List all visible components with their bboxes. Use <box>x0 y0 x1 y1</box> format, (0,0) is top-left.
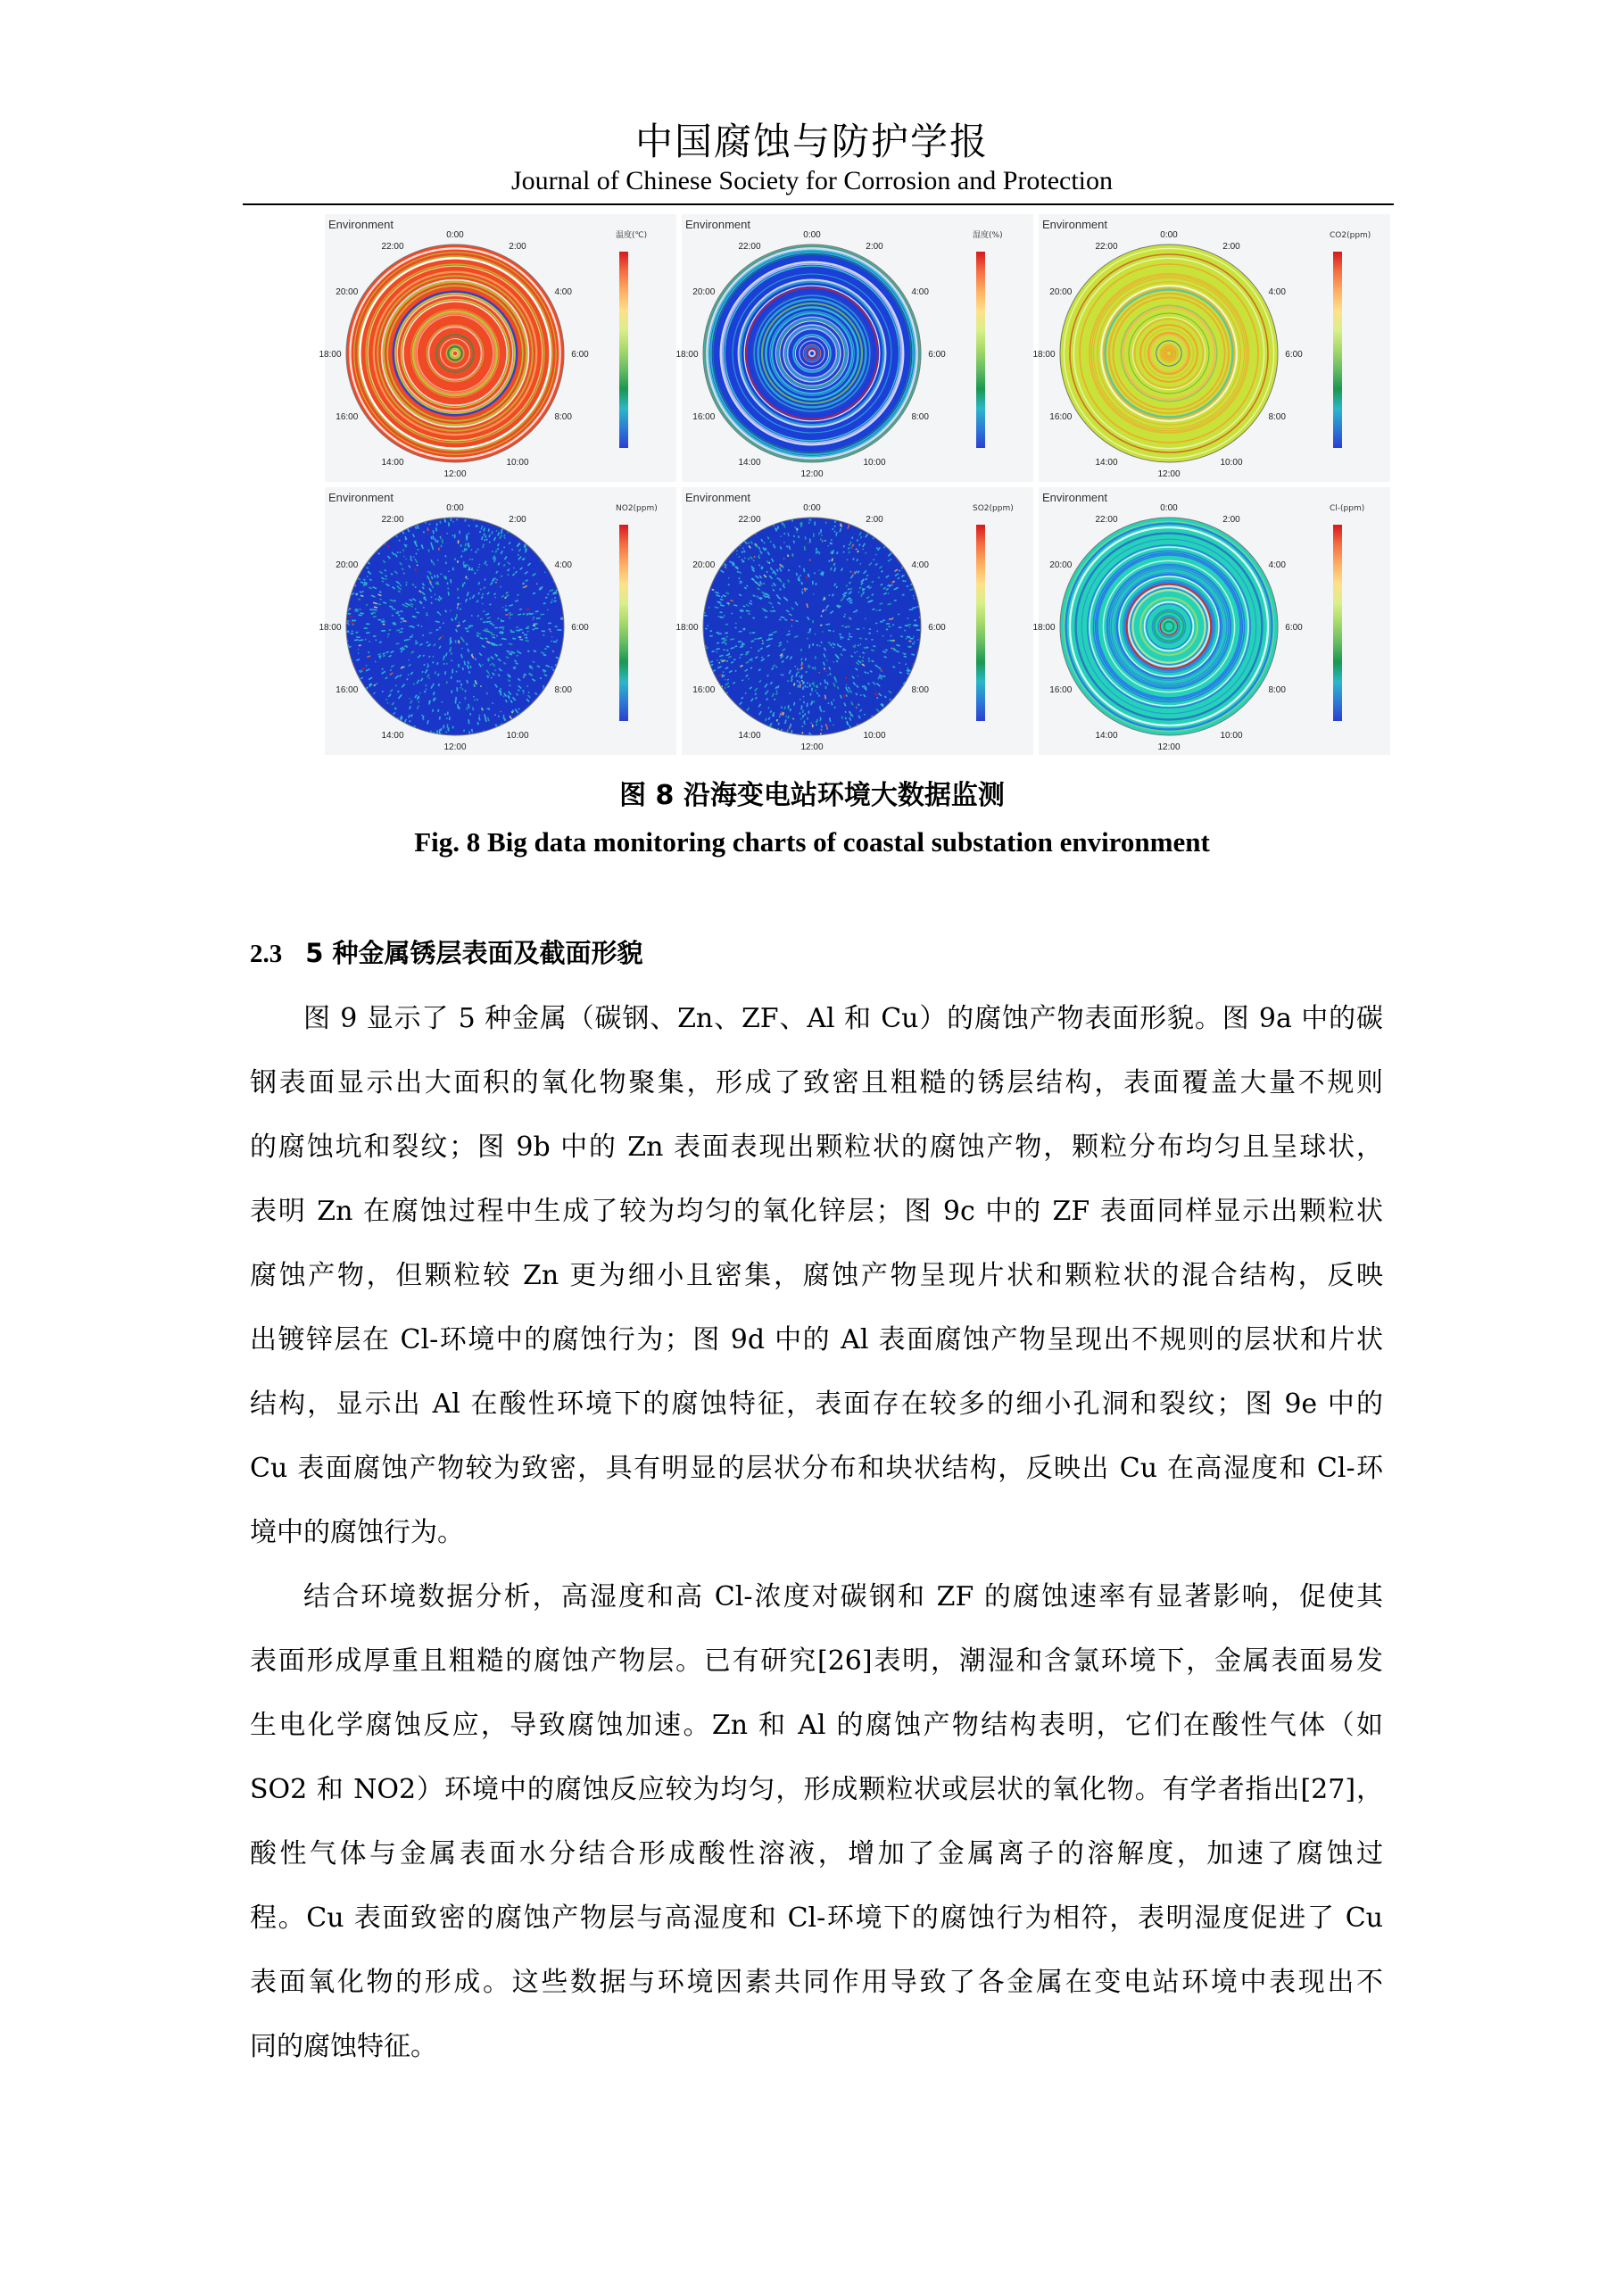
paragraph-2 <box>250 1565 1383 2079</box>
angular-tick-label: 22:00 <box>381 241 404 252</box>
paragraph-line: Cu 表面腐蚀产物较为致密，具有明显的层状分布和块状结构，反映出 Cu 在高湿度和 Cl-环 <box>250 1453 1383 1484</box>
angular-tick-label: 14:00 <box>381 731 404 742</box>
angular-tick-label: 8:00 <box>1268 412 1286 422</box>
angular-tick-label: 16:00 <box>692 685 716 695</box>
section-number: 2.3 <box>250 940 283 968</box>
colorbar <box>619 252 628 448</box>
paragraph-line: 表面氧化物的形成。这些数据与环境因素共同作用导致了各金属在变电站环境中表现出不 <box>250 1967 1383 1998</box>
colorbar-label: 湿度(%) <box>973 231 1003 240</box>
colorbar-label: SO2(ppm) <box>973 504 1014 513</box>
angular-tick-label: 10:00 <box>863 458 886 468</box>
angular-tick-label: 8:00 <box>911 685 929 695</box>
polar-heatmap-panel <box>1032 214 1390 482</box>
angular-tick-label: 14:00 <box>1095 458 1118 468</box>
angular-tick-label: 0:00 <box>803 503 821 513</box>
colorbar-label: CO2(ppm) <box>1330 231 1371 240</box>
paragraph-1 <box>250 987 1383 1565</box>
header-rule <box>243 203 1394 205</box>
angular-tick-label: 2:00 <box>509 241 526 252</box>
angular-tick-label: 16:00 <box>336 412 359 422</box>
angular-tick-label: 20:00 <box>692 560 716 570</box>
angular-tick-label: 10:00 <box>506 731 529 742</box>
angular-tick-label: 2:00 <box>509 514 526 525</box>
panel-title: Environment <box>685 218 750 231</box>
angular-tick-label: 12:00 <box>800 469 824 479</box>
angular-tick-label: 6:00 <box>571 623 589 633</box>
colorbar-label: Cl-(ppm) <box>1330 504 1365 513</box>
angular-tick-label: 6:00 <box>1285 350 1303 360</box>
colorbar-label: NO2(ppm) <box>616 504 658 513</box>
angular-tick-label: 20:00 <box>692 287 716 297</box>
angular-tick-label: 16:00 <box>1049 685 1073 695</box>
angular-tick-label: 2:00 <box>1222 241 1240 252</box>
angular-tick-label: 0:00 <box>1160 230 1178 240</box>
panel-title: Environment <box>685 491 750 504</box>
angular-tick-label: 22:00 <box>738 514 761 525</box>
polar-heatmap-svg <box>319 487 676 755</box>
angular-tick-label: 8:00 <box>554 685 572 695</box>
paragraph-line: 结合环境数据分析，高湿度和高 Cl-浓度对碳钢和 ZF 的腐蚀速率有显著影响，促使其 <box>303 1581 1383 1612</box>
polar-heatmap-svg <box>675 487 1033 755</box>
angular-tick-label: 0:00 <box>1160 503 1178 513</box>
angular-tick-label: 22:00 <box>1095 514 1118 525</box>
angular-tick-label: 14:00 <box>1095 731 1118 742</box>
polar-heatmap-panel <box>319 214 676 482</box>
angular-tick-label: 0:00 <box>803 230 821 240</box>
angular-tick-label: 12:00 <box>800 742 824 752</box>
polar-heatmap-panel <box>1032 487 1390 755</box>
paragraph-line: 境中的腐蚀行为。 <box>250 1517 464 1548</box>
paragraph-line: 图 9 显示了 5 种金属（碳钢、Zn、ZF、Al 和 Cu）的腐蚀产物表面形貌。图 9a 中的碳 <box>303 1003 1383 1034</box>
panel-title: Environment <box>328 218 394 231</box>
figure-8 <box>319 214 1396 752</box>
angular-tick-label: 20:00 <box>336 560 359 570</box>
angular-tick-label: 6:00 <box>928 350 946 360</box>
angular-tick-label: 16:00 <box>1049 412 1073 422</box>
angular-tick-label: 10:00 <box>506 458 529 468</box>
angular-tick-label: 12:00 <box>1157 469 1181 479</box>
angular-tick-label: 4:00 <box>1268 560 1286 570</box>
paragraph-line: 表面形成厚重且粗糙的腐蚀产物层。已有研究[26]表明，潮湿和含氯环境下，金属表面易发 <box>250 1645 1383 1677</box>
colorbar <box>1333 252 1342 448</box>
polar-heatmap-svg <box>1032 487 1390 755</box>
polar-heatmap-panel <box>319 487 676 755</box>
colorbar <box>619 525 628 721</box>
paragraph-line: 钢表面显示出大面积的氧化物聚集，形成了致密且粗糙的锈层结构，表面覆盖大量不规则 <box>250 1067 1383 1098</box>
angular-tick-label: 14:00 <box>738 458 761 468</box>
section-heading <box>250 933 643 970</box>
angular-tick-label: 6:00 <box>1285 623 1303 633</box>
angular-tick-label: 18:00 <box>319 350 342 360</box>
angular-tick-label: 8:00 <box>1268 685 1286 695</box>
angular-tick-label: 2:00 <box>866 514 883 525</box>
heatmap-disc <box>1060 245 1278 462</box>
paragraph-line: 酸性气体与金属表面水分结合形成酸性溶液，增加了金属离子的溶解度，加速了腐蚀过 <box>250 1838 1383 1869</box>
angular-tick-label: 4:00 <box>911 560 929 570</box>
angular-tick-label: 16:00 <box>336 685 359 695</box>
angular-tick-label: 18:00 <box>1032 350 1056 360</box>
angular-tick-label: 12:00 <box>443 469 467 479</box>
angular-tick-label: 20:00 <box>336 287 359 297</box>
angular-tick-label: 18:00 <box>675 350 699 360</box>
angular-tick-label: 10:00 <box>863 731 886 742</box>
angular-tick-label: 4:00 <box>554 560 572 570</box>
journal-title-en: Journal of Chinese Society for Corrosion and Protection <box>510 166 1114 195</box>
paragraph-line: 表明 Zn 在腐蚀过程中生成了较为均匀的氧化锌层；图 9c 中的 ZF 表面同样显示出颗粒状 <box>250 1196 1383 1227</box>
journal-title-cn: 中国腐蚀与防护学报 <box>634 120 989 163</box>
angular-tick-label: 14:00 <box>381 458 404 468</box>
angular-tick-label: 22:00 <box>381 514 404 525</box>
angular-tick-label: 18:00 <box>319 623 342 633</box>
panel-title: Environment <box>1042 218 1107 231</box>
paragraph-line: 程。Cu 表面致密的腐蚀产物层与高湿度和 Cl-环境下的腐蚀行为相符，表明湿度促进了 Cu <box>250 1902 1383 1934</box>
angular-tick-label: 2:00 <box>1222 514 1240 525</box>
polar-heatmap-panel <box>675 487 1033 755</box>
angular-tick-label: 12:00 <box>443 742 467 752</box>
angular-tick-label: 6:00 <box>928 623 946 633</box>
heatmap-disc <box>346 245 564 462</box>
polar-heatmap-panel <box>675 214 1033 482</box>
paragraph-line: 出镀锌层在 Cl-环境中的腐蚀行为；图 9d 中的 Al 表面腐蚀产物呈现出不规则的层状和片状 <box>250 1324 1383 1355</box>
angular-tick-label: 0:00 <box>446 503 464 513</box>
panel-title: Environment <box>328 491 394 504</box>
angular-tick-label: 2:00 <box>866 241 883 252</box>
angular-tick-label: 14:00 <box>738 731 761 742</box>
paragraph-line: 的腐蚀坑和裂纹；图 9b 中的 Zn 表面表现出颗粒状的腐蚀产物，颗粒分布均匀且呈球状， <box>250 1131 1383 1163</box>
paragraph-line: SO2 和 NO2）环境中的腐蚀反应较为均匀，形成颗粒状或层状的氧化物。有学者指出[27]， <box>250 1774 1383 1805</box>
paragraph-line: 生电化学腐蚀反应，导致腐蚀加速。Zn 和 Al 的腐蚀产物结构表明，它们在酸性气体（如 <box>250 1710 1383 1741</box>
angular-tick-label: 10:00 <box>1220 458 1243 468</box>
angular-tick-label: 0:00 <box>446 230 464 240</box>
angular-tick-label: 4:00 <box>911 287 929 297</box>
polar-heatmap-svg <box>1032 214 1390 482</box>
colorbar <box>976 252 985 448</box>
angular-tick-label: 4:00 <box>1268 287 1286 297</box>
polar-heatmap-svg <box>675 214 1033 482</box>
section-title: 5 种金属锈层表面及截面形貌 <box>305 938 643 968</box>
angular-tick-label: 8:00 <box>911 412 929 422</box>
polar-heatmap-svg <box>319 214 676 482</box>
angular-tick-label: 18:00 <box>1032 623 1056 633</box>
colorbar <box>976 525 985 721</box>
angular-tick-label: 8:00 <box>554 412 572 422</box>
paragraph-line: 结构，显示出 Al 在酸性环境下的腐蚀特征，表面存在较多的细小孔洞和裂纹；图 9e 中的 <box>250 1388 1383 1420</box>
angular-tick-label: 6:00 <box>571 350 589 360</box>
angular-tick-label: 20:00 <box>1049 560 1073 570</box>
angular-tick-label: 20:00 <box>1049 287 1073 297</box>
colorbar-label: 温度(℃) <box>616 231 648 240</box>
heatmap-disc <box>703 245 921 462</box>
angular-tick-label: 16:00 <box>692 412 716 422</box>
figure-caption-cn: 图 8 沿海变电站环境大数据监测 <box>619 780 1005 811</box>
paragraph-line: 腐蚀产物，但颗粒较 Zn 更为细小且密集，腐蚀产物呈现片状和颗粒状的混合结构，反映 <box>250 1260 1383 1291</box>
angular-tick-label: 10:00 <box>1220 731 1243 742</box>
angular-tick-label: 18:00 <box>675 623 699 633</box>
angular-tick-label: 12:00 <box>1157 742 1181 752</box>
figure-caption-en: Fig. 8 Big data monitoring charts of coastal substation environment <box>414 826 1210 858</box>
angular-tick-label: 22:00 <box>1095 241 1118 252</box>
angular-tick-label: 4:00 <box>554 287 572 297</box>
angular-tick-label: 22:00 <box>738 241 761 252</box>
paragraph-line: 同的腐蚀特征。 <box>250 2031 437 2062</box>
colorbar <box>1333 525 1342 721</box>
panel-title: Environment <box>1042 491 1107 504</box>
heatmap-disc <box>1060 518 1278 735</box>
